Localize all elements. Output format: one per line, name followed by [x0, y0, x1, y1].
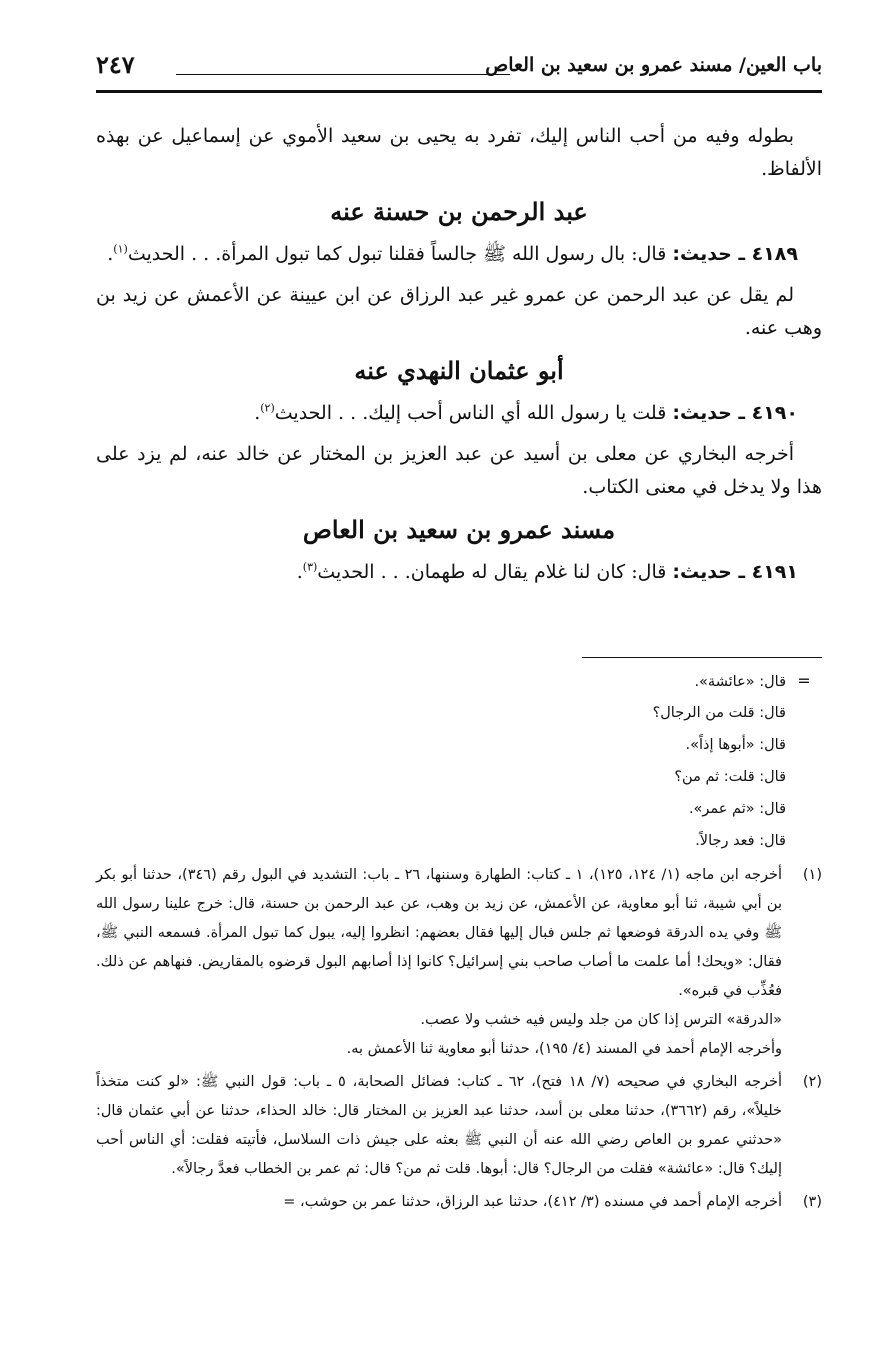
page-header [96, 50, 822, 93]
footnote-body [96, 861, 782, 1064]
section-heading: أبو عثمان النهدي عنه [354, 356, 564, 385]
footnote-paragraph: أخرجه البخاري في صحيحه (٧/ ١٨ فتح)، ٦٢ ـ كتاب: فضائل الصحابة، ٥ ـ باب: قول النبي ﷺ: «لو كنت متخذاً خليلاً»، رقم (٣٦٦٢)، حدثنا معلى بن أسد، حدثنا عبد العزيز بن المختار قال: خالد الحذاء، حدثنا عن أبي عثمان قال: «حدثني عمرو بن العاص رضي الله عنه أن النبي ﷺ بعثه على جيش ذات السلاسل، فأتيته فقلت: أي الناس أحب إليك؟ قال: «عائشة» فقلت من الرجال؟ قال: أبوها. قلت ثم من؟ قال: ثم عمر بن الخطاب فعدَّ رجالاً». [96, 1074, 782, 1177]
hadith-label: ٤١٩٠ ـ حديث: [672, 402, 798, 424]
section-heading: مسند عمرو بن سعيد بن العاص [302, 515, 616, 544]
footnote-number: (١) [802, 867, 822, 883]
comment-paragraph: لم يقل عن عبد الرحمن عن عمرو غير عبد الرزاق عن ابن عيينة عن الأعمش عن زيد بن وهب عنه. [96, 284, 822, 339]
comment-paragraph: أخرجه البخاري عن معلى بن أسيد عن عبد العزيز بن المختار عن خالد عنه، لم يزد على هذا ولا يدخل في معنى الكتاب. [96, 443, 822, 498]
footnote-number: (٣) [802, 1194, 822, 1210]
footnote-continuation [96, 666, 822, 697]
dialogue-block [96, 697, 786, 857]
dialogue-line: قال: قلت: ثم من؟ [674, 769, 786, 785]
hadith-label: ٤١٨٩ ـ حديث: [672, 243, 798, 265]
footnote-paragraph: وأخرجه الإمام أحمد في المسند (٤/ ١٩٥)، حدثنا أبو معاوية ثنا الأعمش به. [346, 1041, 782, 1057]
footnote-paragraph: «الدرقة» الترس إذا كان من جلد وليس فيه خشب ولا عصب. [420, 1012, 782, 1028]
running-title: باب العين/ مسند عمرو بن سعيد بن العاص [485, 54, 822, 76]
hadith-4190: ٤١٩٠ ـ حديث: قلت يا رسول الله أي الناس أحب إليك. . . الحديث$^{(٢)}$. [254, 401, 798, 424]
dialogue-line: قال: «عائشة». [694, 674, 786, 690]
hadith-4189: ٤١٨٩ ـ حديث: قال: بال رسول الله ﷺ جالساً فقلنا تبول كما تبول المرأة. . . الحديث$^{(١)}$. [107, 242, 798, 265]
footnote-separator [582, 657, 822, 658]
footnotes [96, 666, 822, 1217]
footnote-paragraph: أخرجه الإمام أحمد في مسنده (٣/ ٤١٢)، حدثنا عبد الرزاق، حدثنا عمر بن حوشب، = [283, 1194, 782, 1210]
footnote-3 [96, 1188, 822, 1217]
footnote-ref: (٣) [302, 560, 318, 574]
dialogue-line: قال: «أبوها إذاً». [685, 737, 786, 753]
footnote-ref: (٢) [260, 401, 275, 415]
footnote-body [96, 1068, 782, 1184]
dialogue-line: قال: «ثم عمر». [688, 801, 786, 817]
dialogue-line: قال: قلت من الرجال؟ [652, 705, 786, 721]
hadith-label: ٤١٩١ ـ حديث: [672, 561, 798, 583]
hadith-4191: ٤١٩١ ـ حديث: قال: كان لنا غلام يقال له طهمان. . . الحديث$^{(٣)}$. [296, 560, 798, 583]
header-rule [176, 74, 510, 75]
footnote-number: (٢) [802, 1074, 822, 1090]
footnote-ref: (١) [113, 242, 128, 256]
page-number: ٢٤٧ [96, 50, 135, 79]
footnote-body [96, 1188, 782, 1217]
continuation-marker: = [797, 671, 811, 690]
hadith-text: قال: كان لنا غلام يقال له طهمان. . . الحديث [317, 561, 667, 583]
hadith-text: قلت يا رسول الله أي الناس أحب إليك. . . الحديث [274, 402, 667, 424]
footnote-paragraph: أخرجه ابن ماجه (١/ ١٢٤، ١٢٥)، ١ ـ كتاب: الطهارة وسننها، ٢٦ ـ باب: التشديد في البول رقم (٣٤٦)، حدثنا أبو بكر بن أبي شيبة، ثنا أبو معاوية، عن الأعمش، عن زيد بن وهب، عن عبد الرحمن بن حسنة، قال: خرج علينا رسول الله ﷺ وفي يده الدرقة فوضعها ثم جلس فبال إليها فقال بعضهم: انظروا إليه، يبول كما تبول المرأة. فسمعه النبي ﷺ، فقال: «ويحك! أما علمت ما أصاب صاحب بني إسرائيل؟ كانوا إذا أصابهم البول قرضوه بالمقاريض. فنهاهم عن ذلك. فعُذِّب في قبره». [96, 867, 782, 999]
intro-paragraph: بطوله وفيه من أحب الناس إليك، تفرد به يحيى بن سعيد الأموي عن إسماعيل عن بهذه الألفاظ. [96, 125, 822, 180]
footnote-1 [96, 861, 822, 1064]
main-text [96, 120, 822, 597]
hadith-text: قال: بال رسول الله ﷺ جالساً فقلنا تبول كما تبول المرأة. . . الحديث [127, 243, 667, 265]
footnote-2 [96, 1068, 822, 1184]
dialogue-line: قال: فعد رجالاً. [695, 833, 786, 849]
section-heading: عبد الرحمن بن حسنة عنه [330, 197, 588, 226]
